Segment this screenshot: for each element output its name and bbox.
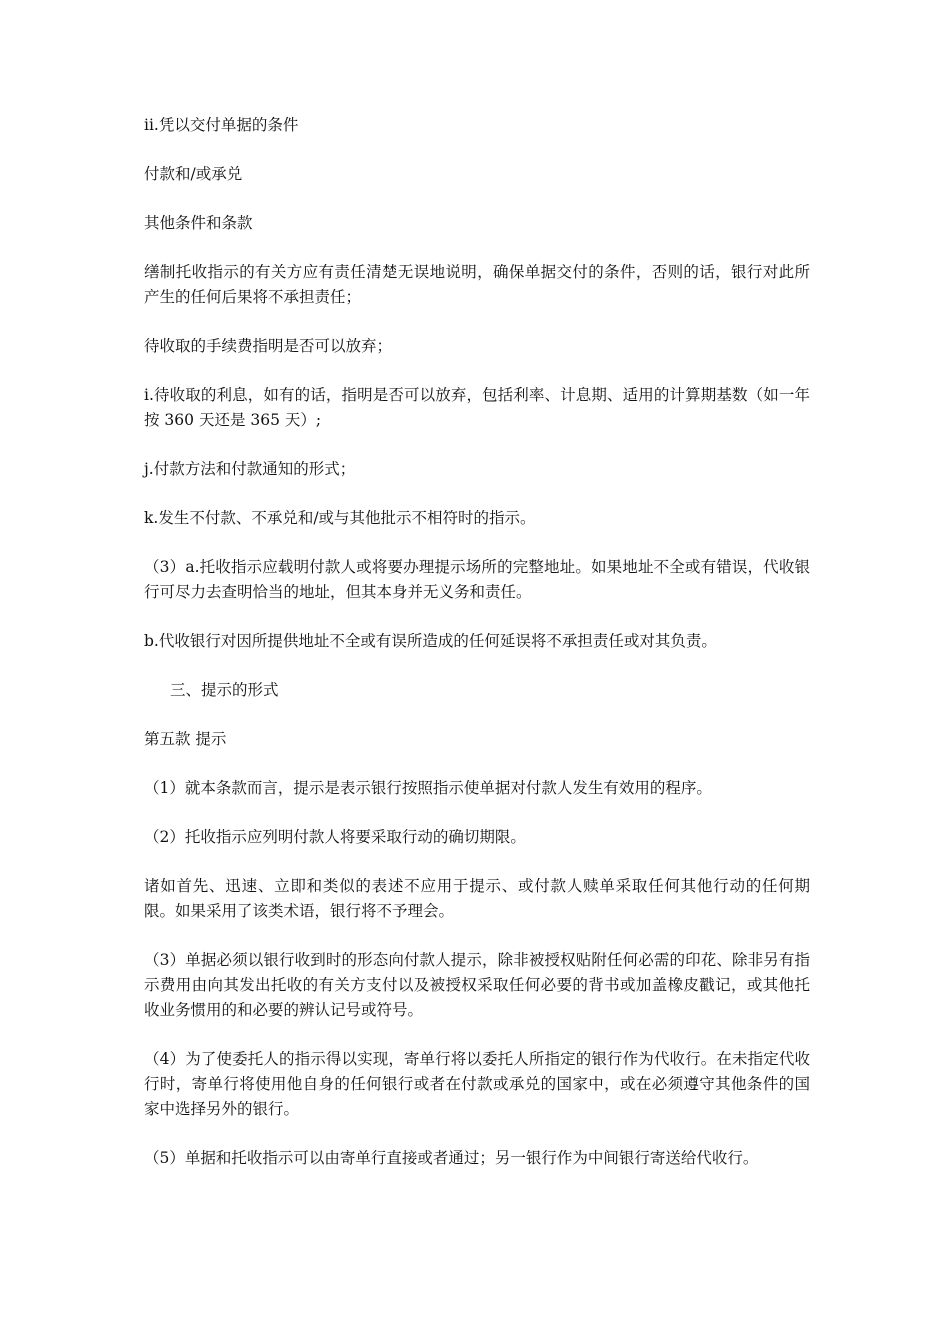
paragraph: ii.凭以交付单据的条件 [144,116,299,134]
article-heading: 第五款 提示 [144,730,227,748]
paragraph: （3）单据必须以银行收到时的形态向付款人提示，除非被授权贴附任何必需的印花、除非另有指示费用由向其发出托收的有关方支付以及被授权采取任何必要的背书或加盖橡皮戳记，或其他托收业务惯用的和必要的辨认记号或符号。 [144,951,810,1019]
paragraph: 诸如首先、迅速、立即和类似的表述不应用于提示、或付款人赎单采取任何其他行动的任何期限。如果采用了该类术语，银行将不予理会。 [144,877,810,920]
paragraph: （3）a.托收指示应载明付款人或将要办理提示场所的完整地址。如果地址不全或有错误，代收银行可尽力去查明恰当的地址，但其本身并无义务和责任。 [144,558,810,601]
paragraph: （4）为了使委托人的指示得以实现，寄单行将以委托人所指定的银行作为代收行。在未指定代收行时，寄单行将使用他自身的任何银行或者在付款或承兑的国家中，或在必须遵守其他条件的国家中选择另外的银行。 [144,1050,810,1118]
paragraph: b.代收银行对因所提供地址不全或有误所造成的任何延误将不承担责任或对其负责。 [144,632,717,650]
paragraph: j.付款方法和付款通知的形式； [144,460,356,478]
paragraph: 待收取的手续费指明是否可以放弃； [144,337,393,355]
paragraph: 其他条件和条款 [144,214,253,232]
paragraph: 付款和/或承兑 [144,165,243,183]
paragraph: （5）单据和托收指示可以由寄单行直接或者通过；另一银行作为中间银行寄送给代收行。 [144,1149,759,1167]
paragraph: k.发生不付款、不承兑和/或与其他批示不相符时的指示。 [144,509,536,527]
document-body [144,113,810,1195]
section-heading: 三、提示的形式 [170,681,279,699]
paragraph: （1）就本条款而言，提示是表示银行按照指示使单据对付款人发生有效用的程序。 [144,779,712,797]
paragraph: （2）托收指示应列明付款人将要采取行动的确切期限。 [144,828,526,846]
paragraph: 缮制托收指示的有关方应有责任清楚无误地说明，确保单据交付的条件，否则的话，银行对此所产生的任何后果将不承担责任； [144,263,810,306]
paragraph: i.待收取的利息，如有的话，指明是否可以放弃，包括利率、计息期、适用的计算期基数（如一年按 360 天还是 365 天）; [144,386,810,429]
